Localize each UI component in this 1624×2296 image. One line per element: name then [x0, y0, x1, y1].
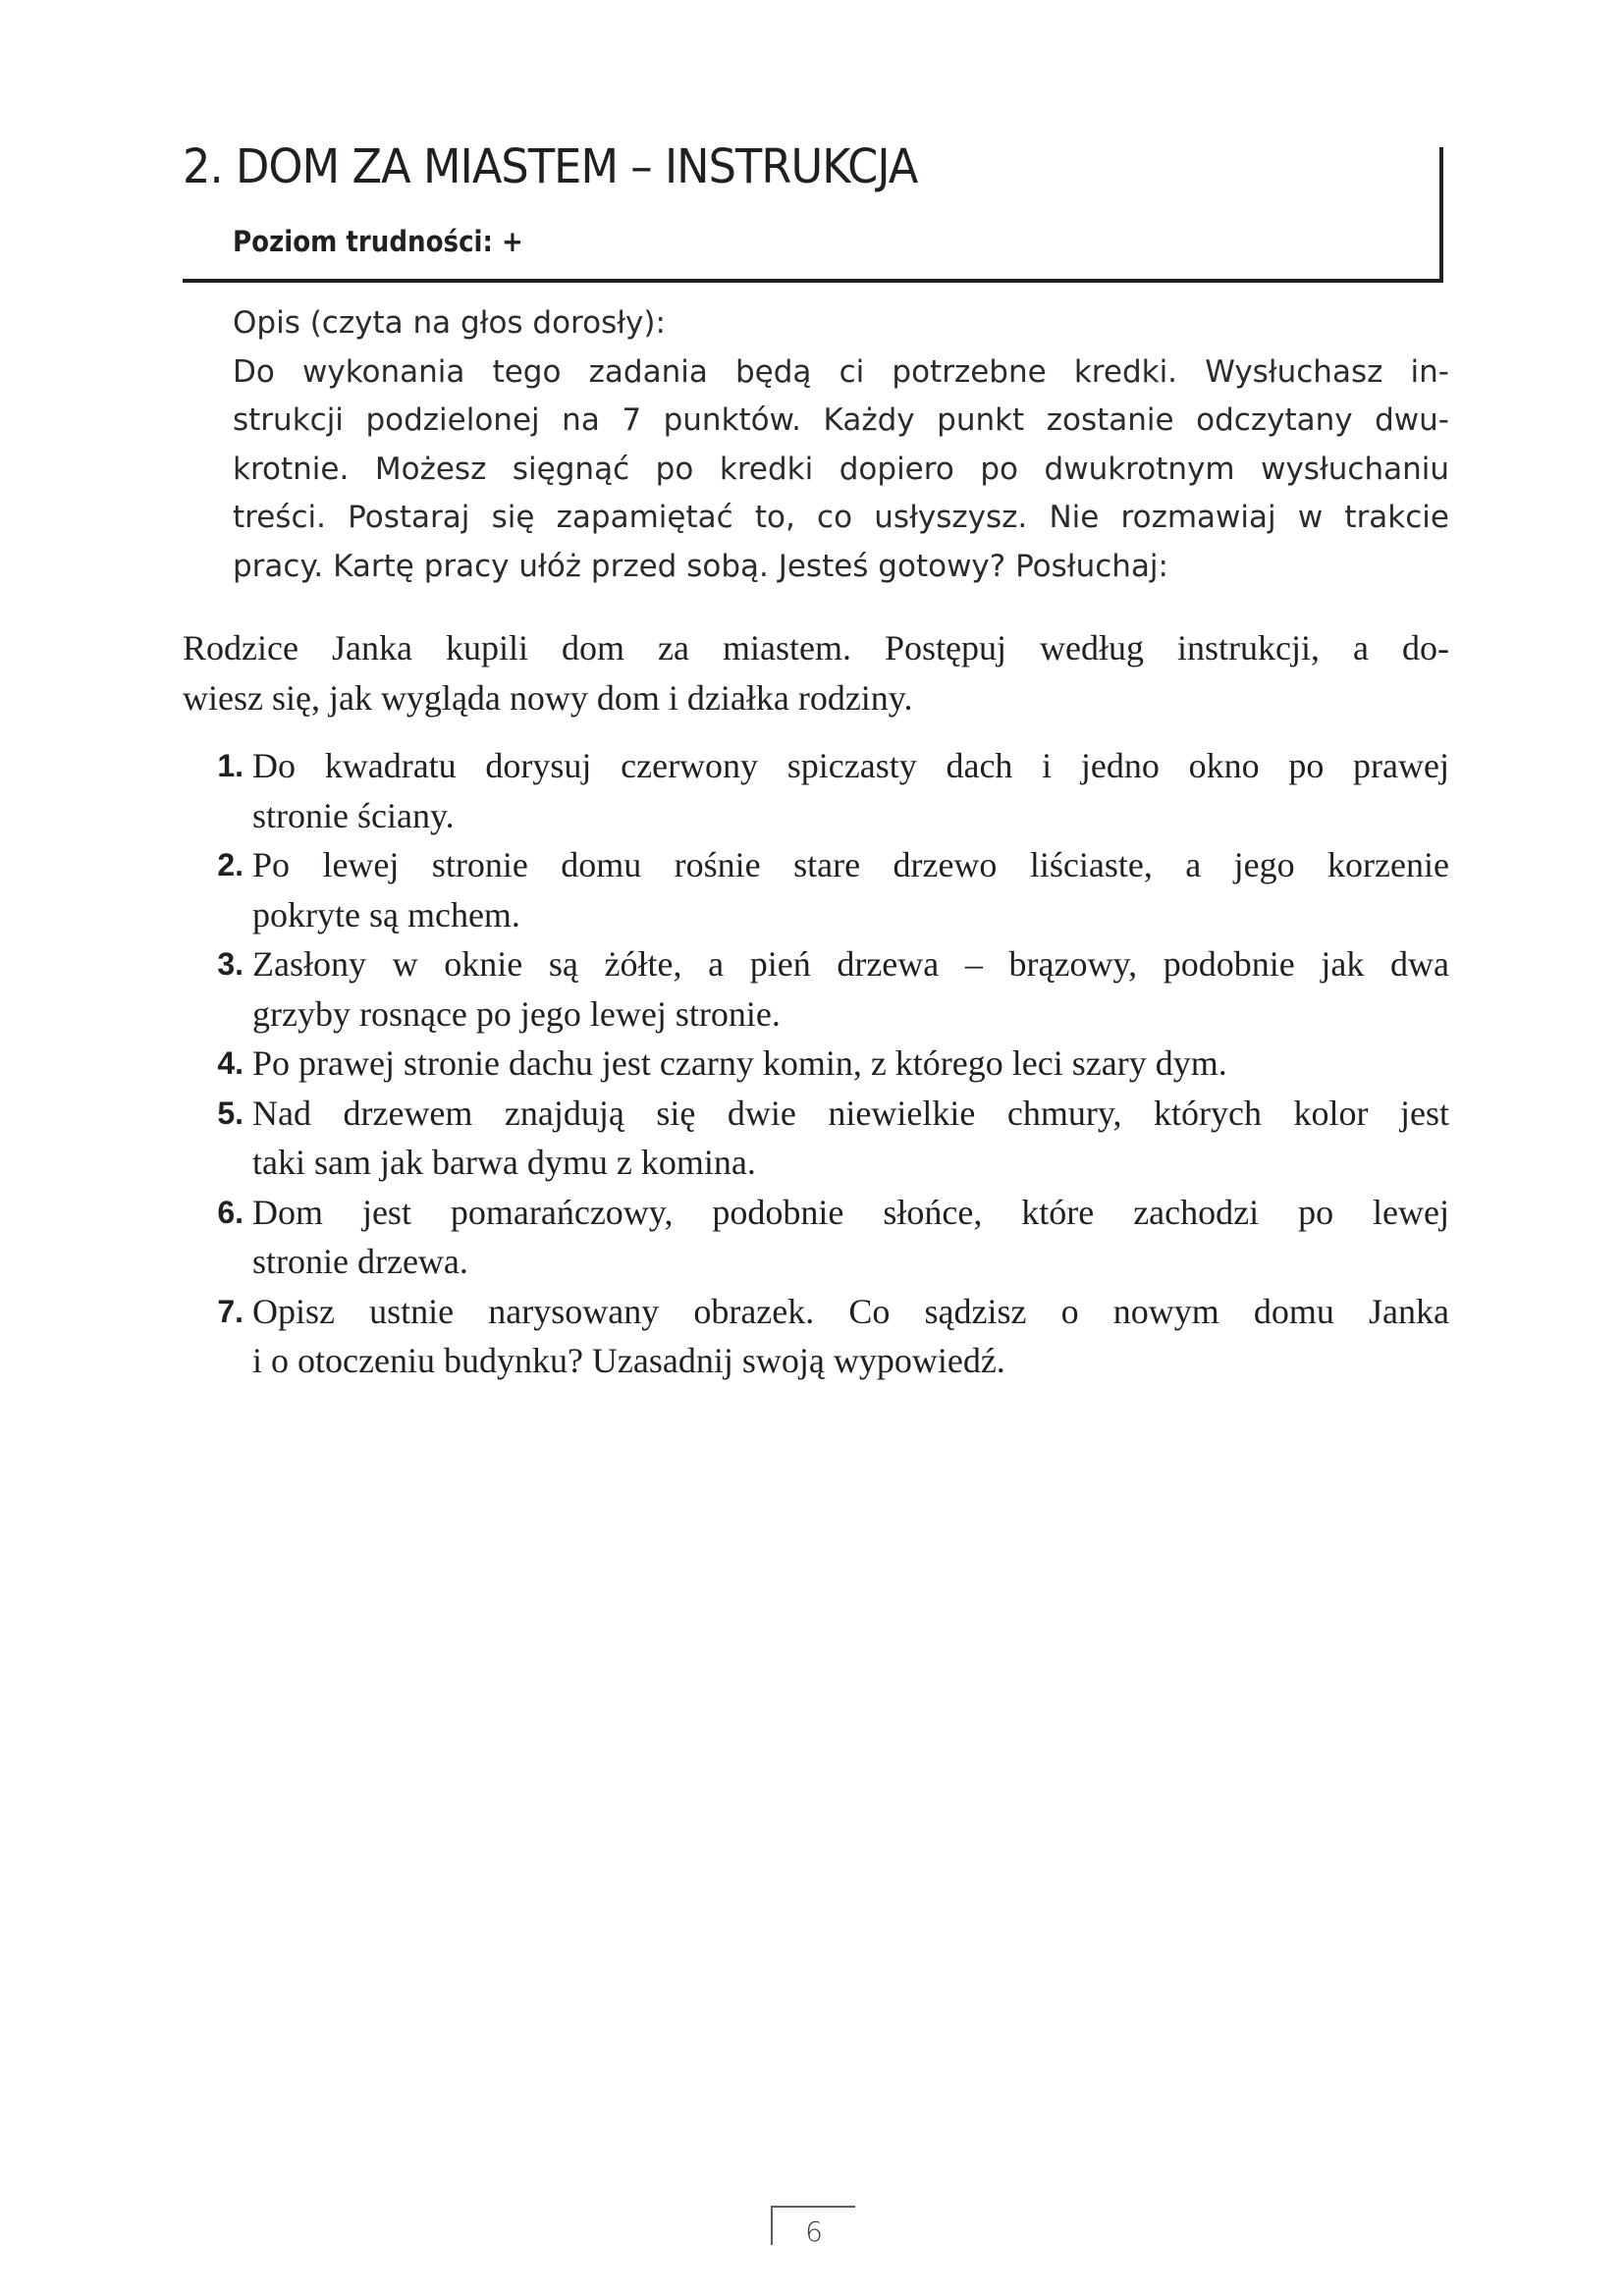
header-underline: [183, 279, 1443, 283]
page-number-frame-top: [771, 2206, 855, 2208]
page-title: 2. DOM ZA MIASTEM – INSTRUKCJA: [183, 139, 918, 194]
item-number: 2.: [217, 847, 244, 882]
item-number: 4.: [217, 1045, 244, 1081]
intro-paragraph: [183, 623, 1449, 722]
item-line: pokryte są mchem.: [252, 894, 520, 934]
instruction-item-2: [183, 840, 1449, 939]
item-line: Po prawej stronie dachu jest czarny komin, z którego leci szary dym.: [252, 1043, 1227, 1083]
item-line: i o otoczeniu budynku? Uzasadnij swoją wypowiedź.: [252, 1341, 1005, 1380]
description-line: pracy. Kartę pracy ułóż przed sobą. Jesteś gotowy? Posłuchaj:: [233, 548, 1168, 584]
instruction-item-1: [183, 741, 1449, 840]
item-number: 7.: [217, 1293, 244, 1329]
item-line: Dom jest pomarańczowy, podobnie słońce, które zachodzi po lewej: [252, 1192, 1449, 1232]
item-line: Opisz ustnie narysowany obrazek. Co sądzisz o nowym domu Janka: [252, 1291, 1449, 1331]
adult-reading-description: [233, 299, 1449, 592]
instruction-item-7: [183, 1287, 1449, 1386]
description-line: strukcji podzielonej na 7 punktów. Każdy punkt zostanie odczytany dwu-: [233, 402, 1449, 439]
page-number: 6: [805, 2216, 823, 2248]
instruction-item-4: [183, 1039, 1449, 1089]
item-line: Po lewej stronie domu rośnie stare drzewo liściaste, a jego korzenie: [252, 845, 1449, 884]
description-line: treści. Postaraj się zapamiętać to, co usłyszysz. Nie rozmawiaj w trakcie: [233, 500, 1449, 536]
item-line: stronie drzewa.: [252, 1242, 468, 1281]
item-line: taki sam jak barwa dymu z komina.: [252, 1143, 756, 1182]
item-number: 1.: [217, 748, 244, 783]
item-line: Zasłony w oknie są żółte, a pień drzewa – brązowy, podobnie jak dwa: [252, 944, 1449, 984]
item-number: 3.: [217, 946, 244, 982]
description-line: Do wykonania tego zadania będą ci potrzebne kredki. Wysłuchasz in-: [233, 353, 1449, 390]
instruction-item-6: [183, 1188, 1449, 1287]
instruction-item-5: [183, 1089, 1449, 1188]
intro-line: wiesz się, jak wygląda nowy dom i działka rodziny.: [183, 677, 913, 718]
description-line: Opis (czyta na głos dorosły):: [233, 305, 666, 341]
item-line: stronie ściany.: [252, 795, 455, 835]
item-line: grzyby rosnące po jego lewej stronie.: [252, 993, 781, 1034]
instruction-item-3: [183, 939, 1449, 1039]
difficulty-level: Poziom trudności: +: [233, 225, 523, 258]
item-number: 5.: [217, 1095, 244, 1131]
intro-line: Rodzice Janka kupili dom za miastem. Postępuj według instrukcji, a do-: [183, 628, 1449, 667]
item-line: Do kwadratu dorysuj czerwony spiczasty dach i jedno okno po prawej: [252, 746, 1449, 785]
description-line: krotnie. Możesz sięgnąć po kredki dopiero po dwukrotnym wysłuchaniu: [233, 451, 1449, 487]
header-frame-right-border: [1439, 147, 1443, 283]
instruction-list: [183, 741, 1449, 1386]
item-line: Nad drzewem znajdują się dwie niewielkie chmury, których kolor jest: [252, 1093, 1449, 1133]
item-number: 6.: [217, 1194, 244, 1230]
